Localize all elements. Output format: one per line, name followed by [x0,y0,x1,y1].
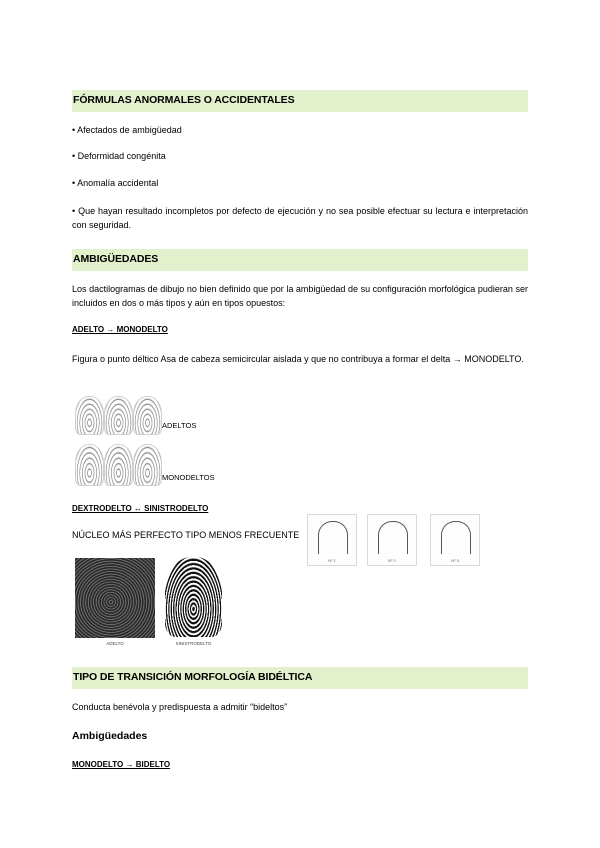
fingerprint-image [104,396,133,435]
fingerprint-image [104,444,133,486]
section-heading: AMBIGÜEDADES [73,253,159,265]
section-heading: TIPO DE TRANSICIÓN MORFOLOGÍA BIDÉLTICA [73,671,313,683]
subheading: MONODELTO → BIDELTO [72,760,171,769]
section-heading: FÓRMULAS ANORMALES O ACCIDENTALES [73,94,295,106]
photo-caption: SINISTRODELTO [175,641,212,646]
subheading: ADELTO → MONODELTO [72,325,168,334]
diagram-label: Nº 1 [328,558,336,563]
bullet-item: • Afectados de ambigüedad [72,125,182,135]
fingerprint-image [133,444,162,486]
nucleus-diagram [367,514,417,566]
intro-paragraph: Los dactilogramas de dibujo no bien definido que por la ambigüedad de su configuración morfológica pudieran ser incluidos en dos o más tipos y aún en tipos opuestos: [72,284,528,308]
fingerprint-image [75,444,104,486]
nucleo-text: NÚCLEO MÁS PERFECTO TIPO MENOS FRECUENTE [72,530,300,540]
bullet-item: • Deformidad congénita [72,151,166,161]
subheading: DEXTRODELTO ↔ SINISTRODELTO [72,504,209,513]
section-heading-band [72,90,528,112]
fingerprint-image [75,396,104,435]
diagram-label: Nº 3 [451,558,459,563]
description-paragraph: Figura o punto déltico Asa de cabeza semicircular aislada y que no contribuya a formar el delta → MONODELTO. [72,354,524,364]
image-label: ADELTOS [162,421,197,430]
subsection-heading: Ambigüedades [72,730,148,742]
image-label: MONODELTOS [162,473,215,482]
fingerprint-photo [75,558,155,638]
fingerprint-image [133,396,162,435]
fingerprint-photo [165,557,222,637]
paragraph: Conducta benévola y predispuesta a admitir “bideltos” [72,702,288,712]
nucleus-diagram [307,514,357,566]
photo-caption: ADELTO [106,641,124,646]
diagram-label: Nº 2 [388,558,396,563]
section-heading-band [72,667,528,689]
section-heading-band [72,249,528,271]
nucleus-diagram [430,514,480,566]
bullet-item: • Que hayan resultado incompletos por defecto de ejecución y no sea posible efectuar su lectura e interpretación con seguridad. [72,206,528,230]
bullet-item: • Anomalía accidental [72,178,159,188]
